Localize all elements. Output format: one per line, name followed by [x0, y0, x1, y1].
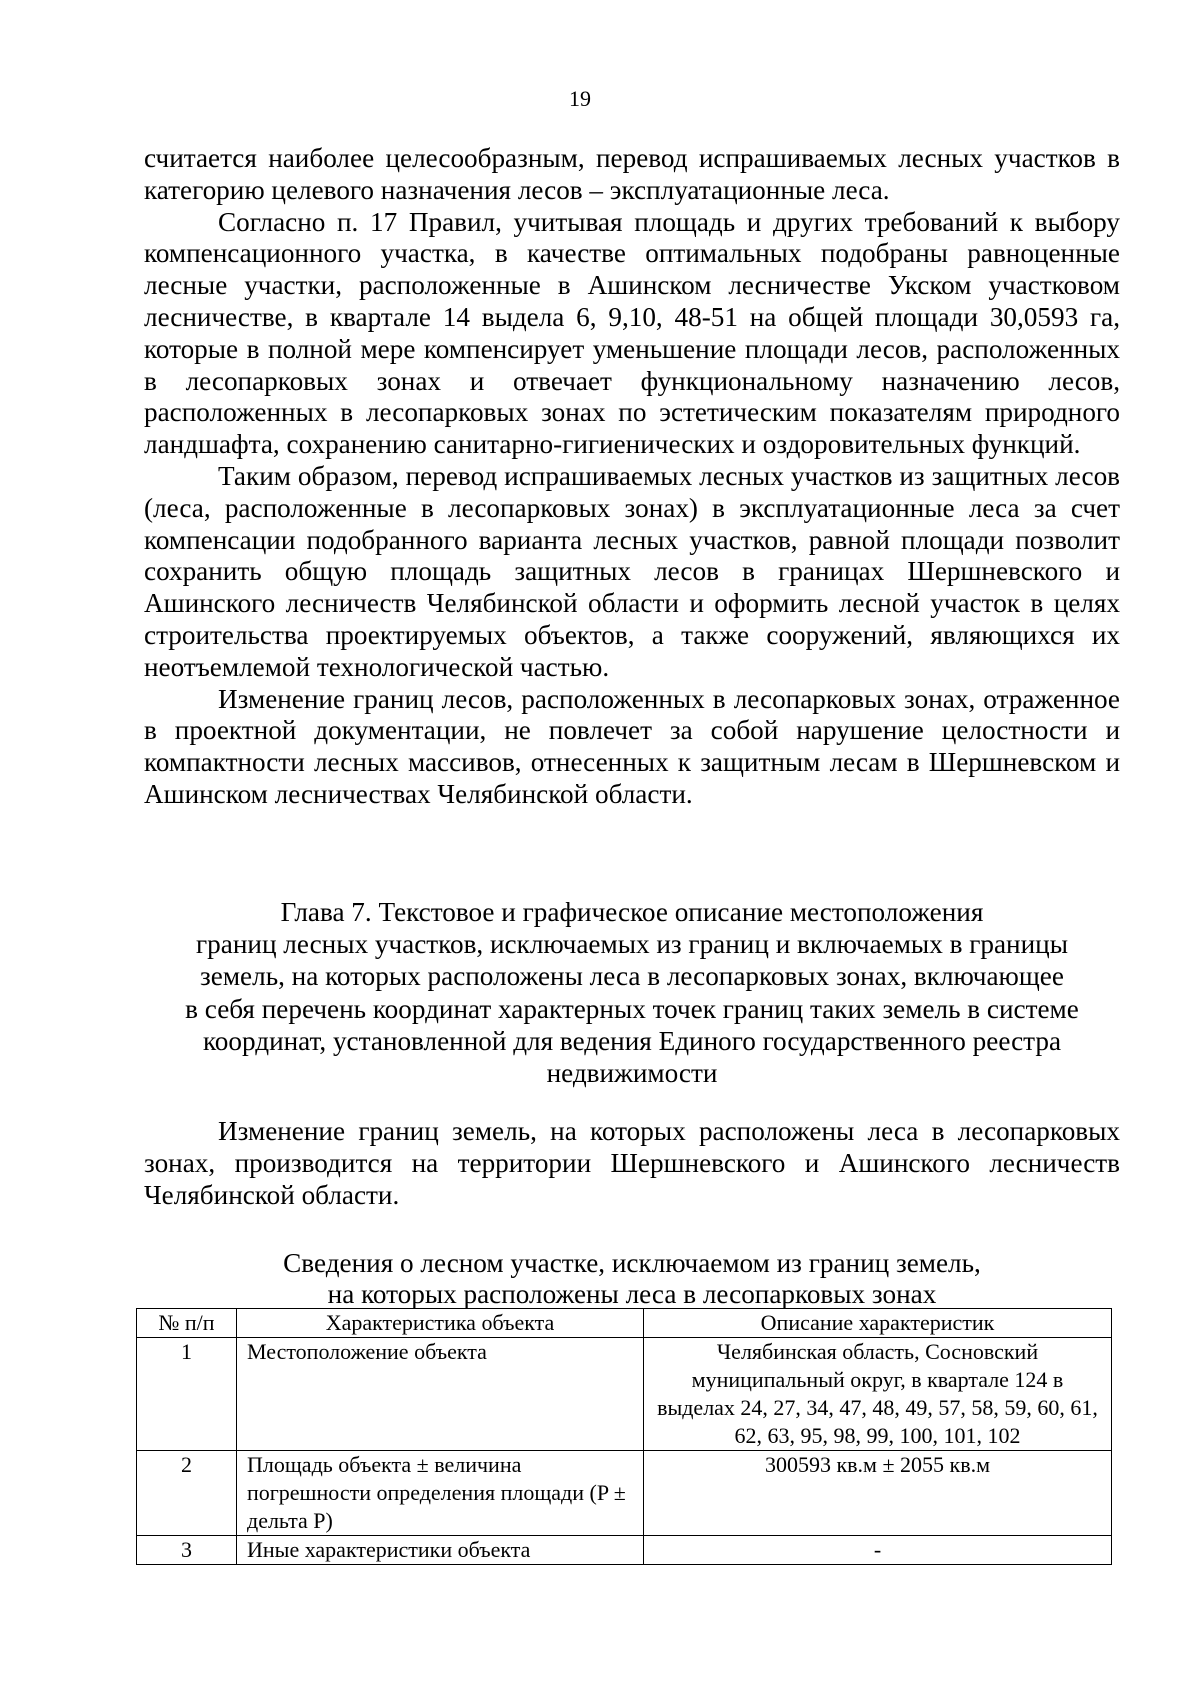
row-characteristic: Площадь объекта ± величина погрешности определения площади (P ± дельта P) — [237, 1451, 644, 1536]
row-num: 2 — [137, 1451, 237, 1536]
chapter-title-line: границ лесных участков, исключаемых из границ и включаемых в границы — [196, 929, 1068, 960]
paragraph-conclusion: Таким образом, перевод испрашиваемых лесных участков из защитных лесов (леса, расположенные в лесопарковых зонах) в эксплуатационные леса за счет компенсации подобранного варианта лесных участков, равной площади позволит сохранить общую площадь защитных лесов в границах Шершневского и Ашинского лесничеств Челябинской области и оформить лесной участок в целях строительства проектируемых объектов, а также сооружений, являющихся их неотъемлемой технологической частью. — [144, 460, 1120, 682]
table-row — [137, 1338, 1112, 1451]
chapter-title-line: земель, на которых расположены леса в лесопарковых зонах, включающее — [200, 961, 1064, 992]
paragraph-boundary-change: Изменение границ лесов, расположенных в лесопарковых зонах, отраженное в проектной документации, не повлечет за собой нарушение целостности и компактности лесных массивов, отнесенных к защитным лесам в Шершневском и Ашинском лесничествах Челябинской области. — [144, 683, 1120, 809]
change-text — [144, 1116, 1120, 1211]
chapter-title-line: Глава 7. Текстовое и графическое описание местоположения — [280, 897, 984, 927]
chapter-title-line: координат, установленной для ведения Единого государственного реестра — [202, 1025, 1062, 1056]
row-characteristic: Местоположение объекта — [237, 1338, 644, 1451]
row-num: 1 — [137, 1338, 237, 1451]
chapter-title-line: в себя перечень координат характерных точек границ таких земель в системе — [185, 993, 1079, 1024]
table-caption — [144, 1248, 1120, 1310]
table-row — [137, 1536, 1112, 1565]
paragraph-compensation: Согласно п. 17 Правил, учитывая площадь и других требований к выбору компенсационного участка, в качестве оптимальных подобраны равноценные лесные участки, расположенные в Ашинском лесничестве Укском участковом лесничестве, в квартале 14 выдела 6, 9,10, 48-51 на общей площади 30,0593 га, которые в полной мере компенсирует уменьшение площади лесов, расположенных в лесопарковых зонах и отвечает функциональному назначению лесов, расположенных в лесопарковых зонах по эстетическим показателям природного ландшафта, сохранению санитарно-гигиенических и оздоровительных функций. — [144, 206, 1120, 460]
table-row — [137, 1451, 1112, 1536]
chapter-title — [144, 896, 1120, 1089]
row-characteristic: Иные характеристики объекта — [237, 1536, 644, 1565]
header-characteristic: Характеристика объекта — [237, 1309, 644, 1338]
row-num: 3 — [137, 1536, 237, 1565]
table-caption-line: Сведения о лесном участке, исключаемом из границ земель, — [283, 1248, 981, 1278]
table-header-row — [137, 1309, 1112, 1338]
paragraph-continuation: считается наиболее целесообразным, перевод испрашиваемых лесных участков в категорию целевого назначения лесов – эксплуатационные леса. — [144, 143, 1120, 205]
paragraph-territory: Изменение границ земель, на которых расположены леса в лесопарковых зонах, производится на территории Шершневского и Ашинского лесничеств Челябинской области. — [144, 1116, 1120, 1210]
row-description: - — [644, 1536, 1112, 1565]
header-num: № п/п — [137, 1309, 237, 1338]
page-number: 19 — [569, 86, 591, 111]
row-description: Челябинская область, Сосновский муниципальный округ, в квартале 124 в выделах 24, 27, 34, 47, 48, 49, 57, 58, 59, 60, 61, 62, 63, 95, 98, 99, 100, 101, 102 — [644, 1338, 1112, 1451]
main-text — [144, 143, 1120, 811]
header-description: Описание характеристик — [644, 1309, 1112, 1338]
table-caption-line: на которых расположены леса в лесопарковых зонах — [327, 1279, 937, 1309]
forest-plot-table — [136, 1308, 1112, 1565]
chapter-title-line: недвижимости — [546, 1058, 718, 1089]
row-description: 300593 кв.м ± 2055 кв.м — [644, 1451, 1112, 1536]
